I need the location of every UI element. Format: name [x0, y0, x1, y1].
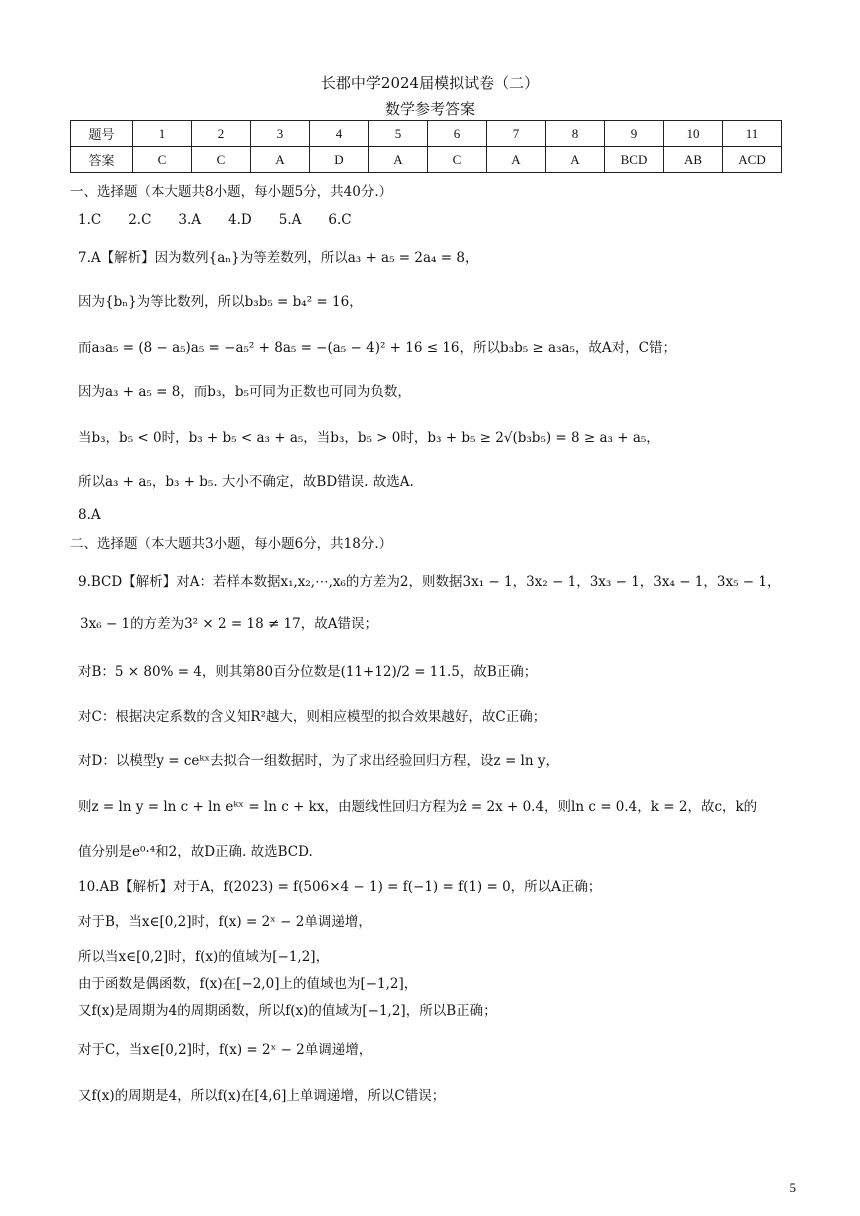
- answer-8: 8.A: [78, 507, 101, 523]
- q7-solution-line-1: 7.A【解析】因为数列{aₙ}为等差数列，所以a₃ + a₅ = 2a₄ = 8，: [78, 250, 479, 266]
- q9-solution-line-3: 对B：5 × 80% = 4，则其第80百分位数是(11+12)/2 = 11.5，故B正确；: [78, 664, 538, 680]
- question-number-cell: 1: [133, 121, 192, 147]
- q9-solution-line-7: 值分别是e⁰·⁴和2，故D正确. 故选BCD.: [78, 844, 313, 860]
- answer-cell: A: [546, 147, 605, 173]
- question-number-cell: 10: [664, 121, 723, 147]
- question-number-cell: 11: [723, 121, 782, 147]
- q9-solution-line-2: 3x₆ − 1的方差为3² × 2 = 18 ≠ 17，故A错误；: [80, 616, 378, 632]
- answer-cell: C: [133, 147, 192, 173]
- q10-solution-line-5: 又f(x)是周期为4的周期函数，所以f(x)的值域为[−1,2]，所以B正确；: [78, 1003, 497, 1019]
- q7-solution-line-3: 而a₃a₅ = (8 − a₅)a₅ = −a₅² + 8a₅ = −(a₅ − 4)² + 16 ≤ 16，所以b₃b₅ ≥ a₃a₅，故A对，C错；: [78, 340, 677, 356]
- answer-cell: C: [192, 147, 251, 173]
- question-number-cell: 2: [192, 121, 251, 147]
- q10-solution-line-3: 所以当x∈[0,2]时，f(x)的值域为[−1,2]，: [78, 949, 330, 965]
- question-number-cell: 7: [487, 121, 546, 147]
- q7-solution-line-4: 因为a₃ + a₅ = 8，而b₃，b₅可同为正数也可同为负数，: [78, 384, 411, 400]
- q10-solution-line-7: 又f(x)的周期是4，所以f(x)在[4,6]上单调递增，所以C错误；: [78, 1088, 446, 1104]
- answer-cell: A: [369, 147, 428, 173]
- q9-solution-line-5: 对D：以模型y = ceᵏˣ去拟合一组数据时，为了求出经验回归方程，设z = ln y，: [78, 753, 559, 769]
- answer-table: [70, 120, 782, 173]
- q10-solution-line-1: 10.AB【解析】对于A，f(2023) = f(506×4 − 1) = f(−1) = f(1) = 0，所以A正确；: [78, 879, 602, 895]
- q9-solution-line-4: 对C：根据决定系数的含义知R²越大，则相应模型的拟合效果越好，故C正确；: [78, 709, 547, 725]
- q7-solution-line-6: 所以a₃ + a₅，b₃ + b₅. 大小不确定，故BD错误. 故选A.: [78, 474, 414, 490]
- question-number-cell: 6: [428, 121, 487, 147]
- row-label-answer: 答案: [71, 147, 133, 173]
- answer-cell: BCD: [605, 147, 664, 173]
- q10-solution-line-4: 由于函数是偶函数，f(x)在[−2,0]上的值域也为[−1,2]，: [78, 976, 418, 992]
- answer-table-number-row: [71, 121, 782, 147]
- answer-cell: C: [428, 147, 487, 173]
- answer-cell: AB: [664, 147, 723, 173]
- q10-solution-line-2: 对于B，当x∈[0,2]时，f(x) = 2ˣ − 2单调递增，: [78, 914, 372, 930]
- answer-cell: D: [310, 147, 369, 173]
- section-heading-single-choice: 一、选择题（本大题共8小题，每小题5分，共40分.）: [70, 184, 393, 200]
- q7-solution-line-5: 当b₃，b₅ < 0时，b₃ + b₅ < a₃ + a₅，当b₃，b₅ > 0时，b₃ + b₅ ≥ 2√(b₃b₅) = 8 ≥ a₃ + a₅，: [78, 430, 660, 446]
- section-heading-multiple-choice: 二、选择题（本大题共3小题，每小题6分，共18分.）: [70, 536, 393, 552]
- q7-solution-line-2: 因为{bₙ}为等比数列，所以b₃b₅ = b₄² = 16，: [78, 294, 363, 310]
- question-number-cell: 3: [251, 121, 310, 147]
- page-number: 5: [789, 1180, 796, 1195]
- row-label-number: 题号: [71, 121, 133, 147]
- question-number-cell: 5: [369, 121, 428, 147]
- q9-solution-line-1: 9.BCD【解析】对A：若样本数据x₁,x₂,⋯,x₆的方差为2，则数据3x₁ − 1，3x₂ − 1，3x₃ − 1，3x₄ − 1，3x₅ − 1，: [78, 574, 781, 590]
- question-number-cell: 9: [605, 121, 664, 147]
- answers-1-6: 1.C 2.C 3.A 4.D 5.A 6.C: [78, 212, 352, 228]
- answer-table-answer-row: [71, 147, 782, 173]
- question-number-cell: 4: [310, 121, 369, 147]
- q10-solution-line-6: 对于C，当x∈[0,2]时，f(x) = 2ˣ − 2单调递增，: [78, 1042, 373, 1058]
- answer-cell: A: [487, 147, 546, 173]
- answer-cell: A: [251, 147, 310, 173]
- document-subtitle: 数学参考答案: [384, 100, 475, 118]
- q9-solution-line-6: 则z = ln y = ln c + ln eᵏˣ = ln c + kx，由题线性回归方程为ẑ = 2x + 0.4，则ln c = 0.4，k = 2，故c，k的: [78, 799, 758, 815]
- answer-cell: ACD: [723, 147, 782, 173]
- document-title: 长郡中学2024届模拟试卷（二）: [320, 74, 540, 92]
- question-number-cell: 8: [546, 121, 605, 147]
